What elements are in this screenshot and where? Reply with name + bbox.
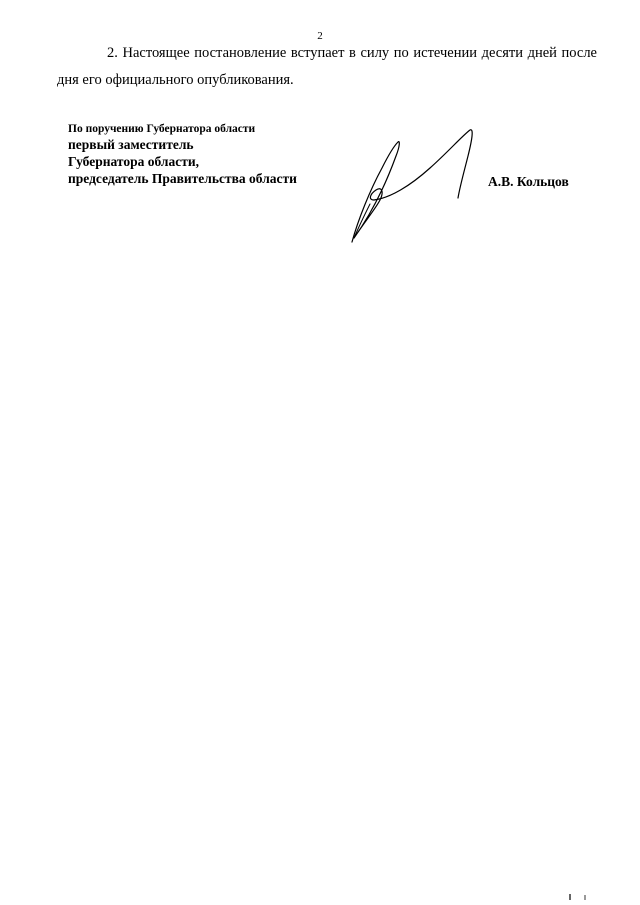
signer-position-line-3: председатель Правительства области	[68, 171, 297, 186]
page-number: 2	[317, 30, 323, 42]
scan-marks	[566, 892, 596, 902]
signature-block	[68, 122, 297, 187]
signer-position-line-1: первый заместитель	[68, 137, 194, 152]
body-paragraph: 2. Настоящее постановление вступает в силу по истечении десяти дней после дня его официального опубликования.	[57, 45, 597, 88]
handwritten-signature-icon	[340, 120, 490, 250]
signer-position-line-2: Губернатора области,	[68, 154, 199, 169]
signer-name: А.В. Кольцов	[488, 174, 569, 189]
signature-authority-line: По поручению Губернатора области	[68, 123, 256, 135]
